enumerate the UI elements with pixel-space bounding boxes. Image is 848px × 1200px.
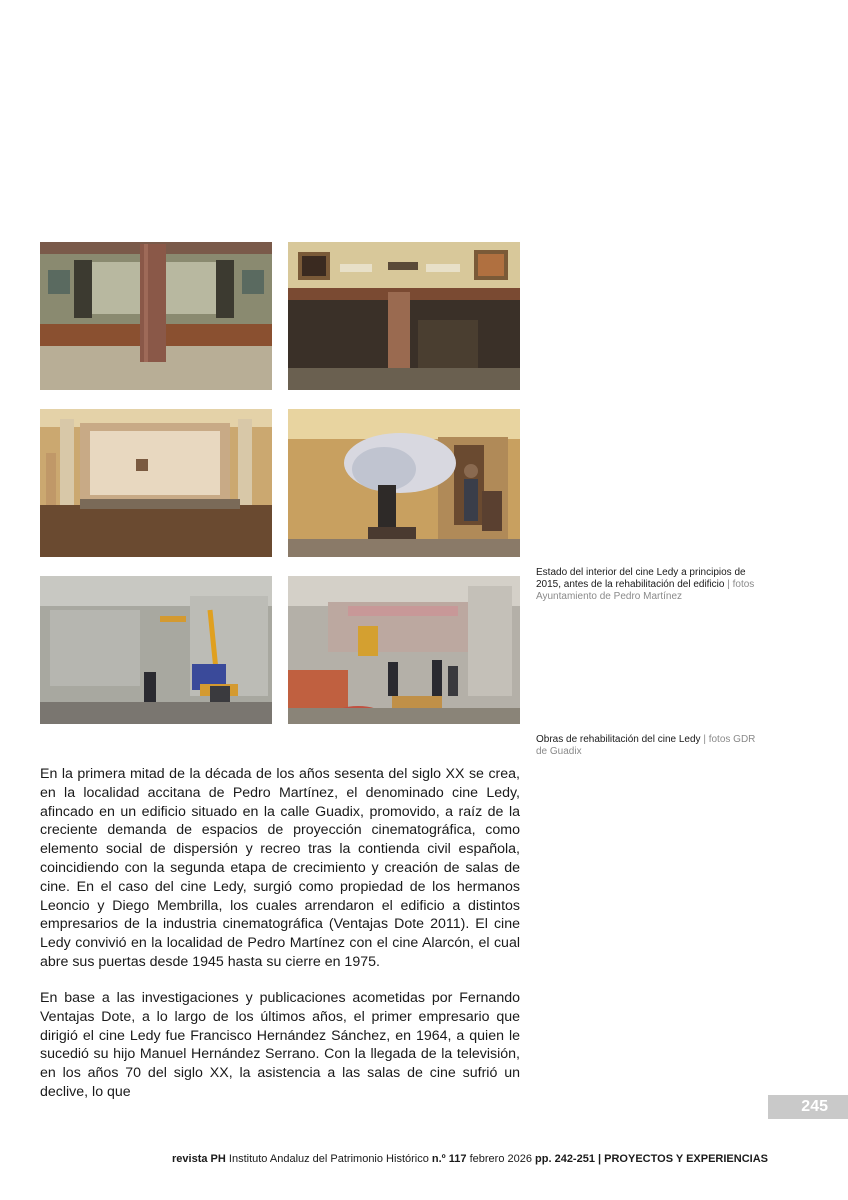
caption-text: Obras de rehabilitación del cine Ledy bbox=[536, 734, 701, 745]
photo-covered-projector bbox=[288, 409, 520, 557]
caption-credit: fotos Ayuntamiento de Pedro Martínez bbox=[536, 579, 755, 602]
caption-rehab-works bbox=[536, 734, 762, 758]
photo-rehab-lift bbox=[40, 576, 272, 724]
footer-date: febrero 2026 bbox=[469, 1153, 532, 1165]
photo-rehab-interior bbox=[288, 576, 520, 724]
footer-separator: | bbox=[598, 1153, 602, 1165]
footer-section: PROYECTOS Y EXPERIENCIAS bbox=[604, 1153, 768, 1165]
footer-institute: Instituto Andaluz del Patrimonio Histórico bbox=[228, 1153, 429, 1165]
caption-interior-state bbox=[536, 567, 762, 603]
caption-separator: | bbox=[724, 579, 733, 590]
caption-separator: | bbox=[700, 734, 709, 745]
body-paragraph: En la primera mitad de la década de los años sesenta del siglo XX se crea, en la localidad accitana de Pedro Martínez, el denominado cine Ledy, afincado en un edificio situado en la calle Guadix, promovido, a raíz de la creciente demanda de espacios de proyección cinematográfica, como elemento social de dispersión y recreo tras la contienda civil española, coincidiendo con la segunda etapa de crecimiento y creación de salas de cine. En el caso del cine Ledy, surgió como propiedad de los hermanos Leoncio y Diego Membrilla, los cuales arrendaron el edificio a distintos empresarios de la industria cinematográfica (Ventajas Dote 2011). El cine Ledy convivió en la localidad de Pedro Martínez con el cine Alarcón, el cual abre sus puertas desde 1945 hasta su cierre en 1975. bbox=[40, 766, 520, 970]
caption-credit: fotos GDR de Guadix bbox=[536, 734, 756, 757]
footer-issue: n.º 117 bbox=[431, 1153, 467, 1165]
photo-stage-frame bbox=[40, 409, 272, 557]
page-footer bbox=[172, 1153, 768, 1165]
body-paragraph: En base a las investigaciones y publicaciones acometidas por Fernando Ventajas Dote, a lo largo de los últimos años, el primer empresario que dirigió el cine Ledy fue Francisco Hernández Sánchez, en 1964, a quien le sucedió su hijo Manuel Hernández Serrano. Con la llegada de la televisión, en los años 70 del siglo XX, la asistencia a las salas de cine sufrió un declive, lo que bbox=[40, 990, 520, 1100]
footer-journal: revista PH bbox=[172, 1153, 226, 1165]
photo-projection-wall bbox=[288, 242, 520, 390]
photo-auditorium-seats bbox=[40, 242, 272, 390]
footer-pages: pp. 242-251 bbox=[535, 1153, 595, 1165]
page-number: 245 bbox=[768, 1095, 848, 1119]
caption-text: Estado del interior del cine Ledy a principios de 2015, antes de la rehabilitación del edificio bbox=[536, 567, 746, 590]
